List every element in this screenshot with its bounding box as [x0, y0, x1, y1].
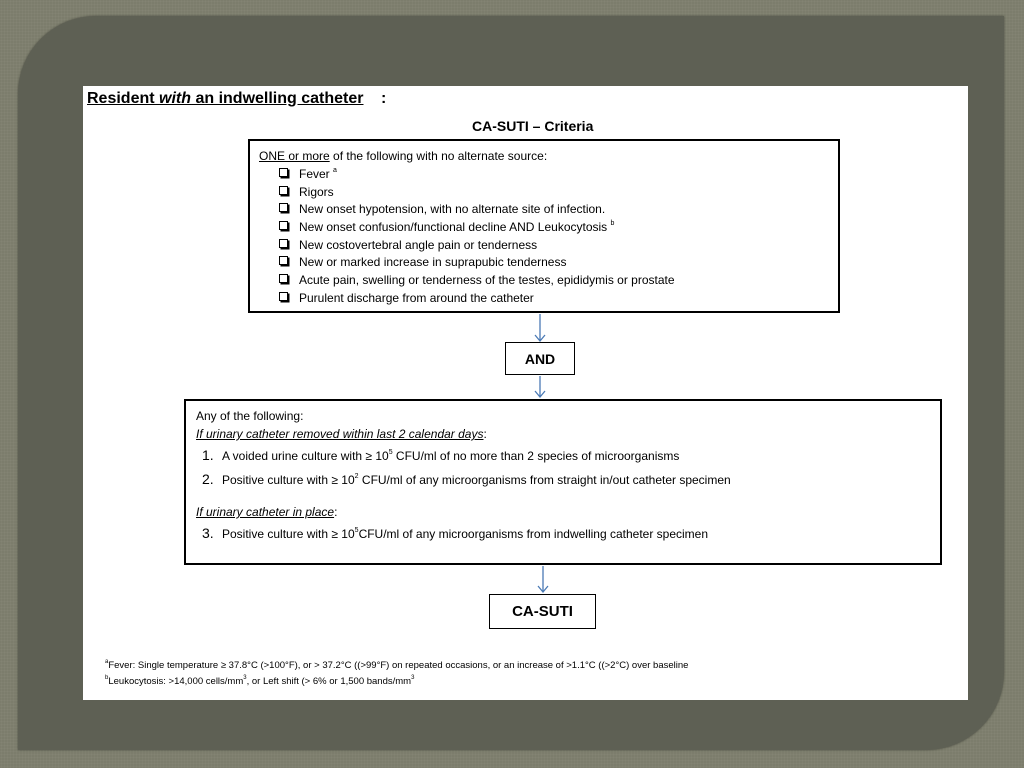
checkbox-bullet-icon	[279, 256, 288, 265]
checkbox-bullet-icon	[279, 239, 288, 248]
arrow-head-down-icon	[538, 586, 548, 592]
footnote-fever: $^a$Fever: Single temperature ≥ 37.8°C (>100°F), or > 37.2°C ((>99°F) on repeated occasions, or an increase of >1.1°C ((>2°C) over baseline	[105, 659, 689, 671]
checkbox-bullet-icon	[279, 221, 288, 230]
checkbox-bullet-icon	[279, 274, 288, 283]
in-place-subheading: If urinary catheter in place:	[196, 505, 338, 519]
symptom-item: New or marked increase in suprapubic tenderness	[279, 254, 675, 272]
symptoms-box	[248, 139, 840, 313]
symptoms-intro: ONE or more of the following with no alternate source:	[259, 149, 548, 163]
symptom-item: New costovertebral angle pain or tenderness	[279, 237, 675, 255]
criterion-2: 2. Positive culture with ≥ $10^2$ CFU/ml of any microorganisms from straight in/out catheter specimen	[202, 471, 731, 487]
and-connector: AND	[505, 342, 575, 375]
criteria-title: CA-SUTI – Criteria	[472, 118, 594, 134]
ca-suti-result: CA-SUTI	[489, 594, 596, 629]
symptom-item: Purulent discharge from around the catheter	[279, 290, 675, 308]
symptom-item: Rigors	[279, 184, 675, 202]
symptom-item: New onset confusion/functional decline AND Leukocytosis $^b$	[279, 219, 675, 237]
checkbox-bullet-icon	[279, 186, 288, 195]
slide-content	[83, 86, 968, 700]
heading-colon: :	[381, 90, 387, 107]
footnote-leukocytosis: $^b$Leukocytosis: >14,000 cells/$mm^3$, or Left shift (> 6% or 1,500 bands/$mm^3$	[105, 675, 415, 687]
checkbox-bullet-icon	[279, 168, 288, 177]
culture-criteria-box	[184, 399, 942, 565]
arrow-head-down-icon	[535, 335, 545, 341]
symptom-item: Acute pain, swelling or tenderness of the testes, epididymis or prostate	[279, 272, 675, 290]
checkbox-bullet-icon	[279, 203, 288, 212]
removed-subheading: If urinary catheter removed within last 2 calendar days:	[196, 427, 487, 441]
slide-heading: Resident with an indwelling catheter	[87, 90, 364, 107]
symptoms-list	[279, 166, 675, 308]
arrow-head-down-icon	[535, 391, 545, 397]
criteria-intro: Any of the following:	[196, 409, 304, 423]
symptom-item: New onset hypotension, with no alternate site of infection.	[279, 201, 675, 219]
checkbox-bullet-icon	[279, 292, 288, 301]
criterion-1: 1. A voided urine culture with ≥ $10^5$ CFU/ml of no more than 2 species of microorganisms	[202, 447, 680, 463]
criterion-3: 3. Positive culture with ≥ $10^5CFU/ml$ of any microorganisms from indwelling catheter specimen	[202, 525, 709, 541]
symptom-item: Fever $^a$	[279, 166, 675, 184]
